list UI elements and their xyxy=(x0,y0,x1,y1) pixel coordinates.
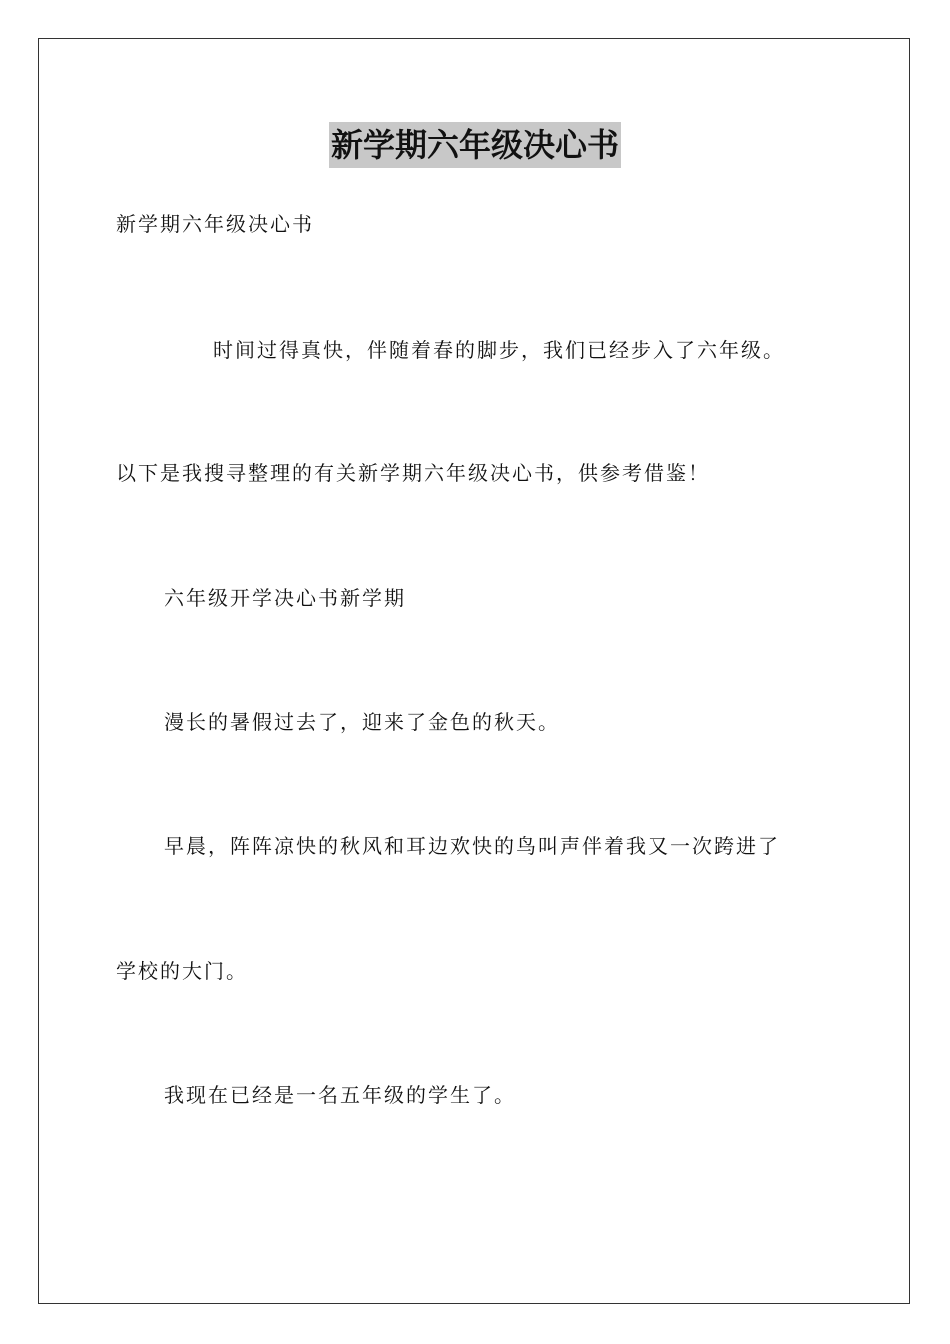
paragraph-line: 时间过得真快，伴随着春的脚步，我们已经步入了六年级。 xyxy=(213,338,785,362)
paragraph-line: 漫长的暑假过去了，迎来了金色的秋天。 xyxy=(164,710,560,734)
paragraph-line: 我现在已经是一名五年级的学生了。 xyxy=(164,1083,516,1107)
document-title-wrap xyxy=(0,122,950,168)
paragraph-line: 以下是我搜寻整理的有关新学期六年级决心书，供参考借鉴！ xyxy=(116,461,710,485)
section-heading: 六年级开学决心书新学期 xyxy=(164,586,406,610)
document-title: 新学期六年级决心书 xyxy=(329,122,621,168)
subtitle-line: 新学期六年级决心书 xyxy=(116,212,314,236)
paragraph-line: 学校的大门。 xyxy=(116,959,248,983)
paragraph-line: 早晨，阵阵凉快的秋风和耳边欢快的鸟叫声伴着我又一次跨进了 xyxy=(164,834,780,858)
